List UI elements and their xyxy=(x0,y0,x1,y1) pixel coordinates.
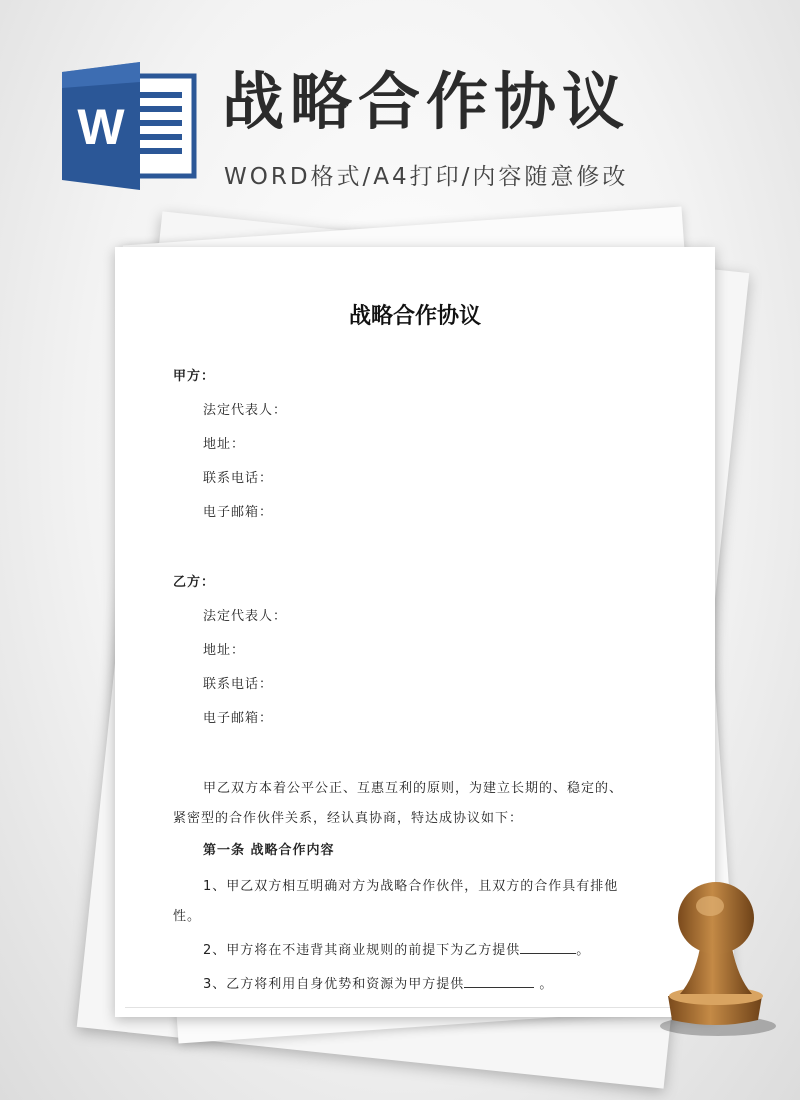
clause-1-line-2: 性。 xyxy=(173,909,202,924)
clause-3 xyxy=(203,973,553,992)
clause-1-line-1: 1、甲乙双方相互明确对方为战略合作伙伴，且双方的合作具有排他 xyxy=(203,879,619,894)
clause-2-text: 2、甲方将在不违背其商业规则的前提下为乙方提供 xyxy=(203,943,521,958)
clause-3-blank xyxy=(464,975,534,988)
party-a-address: 地址： xyxy=(203,437,246,452)
header xyxy=(0,0,800,230)
clause-2 xyxy=(203,939,590,958)
page-subtitle: WORD格式/A4打印/内容随意修改 xyxy=(224,164,629,190)
party-a-phone: 联系电话： xyxy=(203,471,274,486)
article-1-heading: 第一条 战略合作内容 xyxy=(203,843,335,858)
clause-2-blank xyxy=(520,941,576,954)
clause-3-end: 。 xyxy=(534,977,554,992)
party-a-label: 甲方： xyxy=(173,369,216,384)
word-logo-icon xyxy=(62,62,197,190)
document-page xyxy=(115,247,715,1017)
clause-3-text: 3、乙方将利用自身优势和资源为甲方提供 xyxy=(203,977,465,992)
party-b-email: 电子邮箱： xyxy=(203,711,274,726)
party-b-address: 地址： xyxy=(203,643,246,658)
party-a-email: 电子邮箱： xyxy=(203,505,274,520)
intro-paragraph-line-1: 甲乙双方本着公平公正、互惠互利的原则，为建立长期的、稳定的、 xyxy=(203,781,624,796)
party-b-representative: 法定代表人： xyxy=(203,609,288,624)
document-title: 战略合作协议 xyxy=(348,303,481,329)
party-b-phone: 联系电话： xyxy=(203,677,274,692)
clause-2-end: 。 xyxy=(576,943,591,958)
page-bottom-divider xyxy=(125,1007,705,1008)
page-title: 战略合作协议 xyxy=(222,65,631,138)
party-a-representative: 法定代表人： xyxy=(203,403,288,418)
logo-letter: W xyxy=(77,99,125,155)
rubber-stamp-icon xyxy=(650,878,780,1038)
intro-paragraph-line-2: 紧密型的合作伙伴关系，经认真协商，特达成协议如下： xyxy=(173,811,524,826)
party-b-label: 乙方： xyxy=(173,575,216,590)
